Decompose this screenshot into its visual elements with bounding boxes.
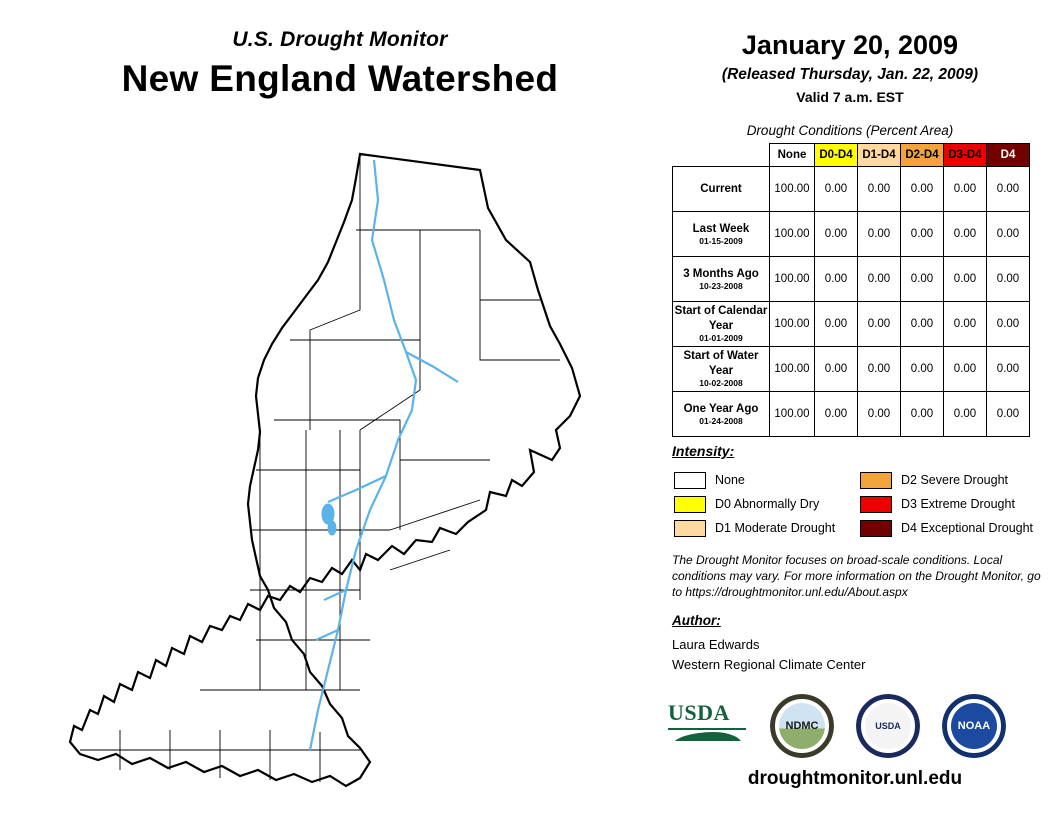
legend-item-d1 [674,516,835,540]
date-block [660,30,1040,105]
title-block [60,28,620,100]
cell-cy-d2: 0.00 [901,302,944,347]
row-label-date: 10-02-2008 [699,378,743,389]
ndmc-seal-inner [779,703,825,749]
row-label-date: 01-15-2009 [699,235,743,246]
table-row [673,167,1030,212]
cell-lastweek-d4: 0.00 [987,212,1030,257]
table-caption: Drought Conditions (Percent Area) [746,123,954,138]
legend-item-d0 [674,492,835,516]
cell-wy-d2: 0.00 [901,347,944,392]
header-d3: D3-D4 [944,144,987,167]
cell-cy-d4: 0.00 [987,302,1030,347]
row-label-one-year-ago [673,392,770,437]
noaa-logo [942,694,1006,758]
legend-label-d0: D0 Abnormally Dry [715,497,820,511]
swatch-none-icon [674,472,706,489]
swatch-d3-icon [860,496,892,513]
table-row [673,302,1030,347]
cell-3mo-d3: 0.00 [944,257,987,302]
noaa-seal-icon [942,694,1006,758]
legend-label-d1: D1 Moderate Drought [715,521,836,535]
row-label-last-week [673,212,770,257]
row-label-start-water-year [673,347,770,392]
header-d0: D0-D4 [815,144,858,167]
legend-item-d3 [860,492,1033,516]
ndmc-seal-label: NDMC [785,719,819,732]
ndmc-seal-icon [770,694,834,758]
table-row [673,212,1030,257]
header-none: None [770,144,815,167]
cell-3mo-d2: 0.00 [901,257,944,302]
disclaimer-text: The Drought Monitor focuses on broad-scale conditions. Local conditions may vary. For more information on the Drought Monitor, go to https://droughtmonitor.unl.edu/About.aspx [672,553,1041,599]
cell-1yr-d0: 0.00 [815,392,858,437]
site-url: droughtmonitor.unl.edu [747,768,963,789]
valid-time: Valid 7 a.m. EST [796,89,904,105]
cell-cy-d1: 0.00 [858,302,901,347]
author-name: Laura Edwards [672,637,760,652]
cell-wy-d0: 0.00 [815,347,858,392]
legend-item-d4 [860,516,1033,540]
row-label-text: One Year Ago [683,402,759,415]
page-subtitle: U.S. Drought Monitor [232,28,448,51]
cell-1yr-d3: 0.00 [944,392,987,437]
map-svg [60,130,660,800]
intensity-legend-title: Intensity: [672,443,735,459]
cell-wy-none: 100.00 [770,347,815,392]
usda-logo-swoosh-icon [668,728,746,741]
usda-logo-text: USDA [668,700,730,725]
header-d4: D4 [987,144,1030,167]
cell-1yr-d1: 0.00 [858,392,901,437]
row-label-date: 01-01-2009 [699,333,743,344]
row-label-date: 10-23-2008 [699,280,743,291]
table-row [673,257,1030,302]
usda-seal-icon [856,694,920,758]
cell-wy-d3: 0.00 [944,347,987,392]
swatch-d0-icon [674,496,706,513]
map-date: January 20, 2009 [741,30,959,60]
cell-lastweek-d2: 0.00 [901,212,944,257]
row-label-current [673,167,770,212]
cell-current-none: 100.00 [770,167,815,212]
noaa-seal-inner [951,703,997,749]
author-block [672,635,865,674]
swatch-d1-icon [674,520,706,537]
table-row [673,347,1030,392]
cell-3mo-d4: 0.00 [987,257,1030,302]
cell-1yr-d4: 0.00 [987,392,1030,437]
row-label-text: Last Week [692,222,750,235]
cell-3mo-none: 100.00 [770,257,815,302]
legend-label-d3: D3 Extreme Drought [901,497,1015,511]
author-affiliation: Western Regional Climate Center [672,656,866,672]
swatch-d4-icon [860,520,892,537]
cell-3mo-d0: 0.00 [815,257,858,302]
legend-label-none: None [715,473,745,487]
intensity-legend-left [674,468,835,540]
usda-seal-label: USDA [875,720,901,731]
ndmc-logo [770,694,834,758]
cell-lastweek-none: 100.00 [770,212,815,257]
drought-map[interactable] [60,130,660,800]
swatch-d2-icon [860,472,892,489]
cell-lastweek-d0: 0.00 [815,212,858,257]
usda-logo [668,700,746,741]
row-label-text: 3 Months Ago [683,267,759,280]
row-label-three-months-ago [673,257,770,302]
cell-cy-d3: 0.00 [944,302,987,347]
page-title: New England Watershed [121,58,559,99]
legend-item-none [674,468,835,492]
legend-item-d2 [860,468,1033,492]
drought-conditions-table [672,143,1030,437]
header-blank [673,144,770,167]
cell-current-d3: 0.00 [944,167,987,212]
author-title: Author: [672,613,721,628]
row-label-start-calendar-year [673,302,770,347]
noaa-seal-label: NOAA [957,719,991,732]
usda-seal-logo [856,694,920,758]
legend-label-d2: D2 Severe Drought [901,473,1009,487]
header-d1: D1-D4 [858,144,901,167]
header-d2: D2-D4 [901,144,944,167]
cell-cy-none: 100.00 [770,302,815,347]
table-row [673,392,1030,437]
cell-wy-d1: 0.00 [858,347,901,392]
row-label-text: Start of Water Year [683,350,759,377]
cell-lastweek-d3: 0.00 [944,212,987,257]
intensity-legend-right [860,468,1033,540]
cell-cy-d0: 0.00 [815,302,858,347]
legend-label-d4: D4 Exceptional Drought [901,521,1034,535]
row-label-date: 01-24-2008 [699,415,743,426]
cell-current-d1: 0.00 [858,167,901,212]
cell-lastweek-d1: 0.00 [858,212,901,257]
release-date: (Released Thursday, Jan. 22, 2009) [721,66,979,83]
cell-1yr-d2: 0.00 [901,392,944,437]
row-label-text: Start of Calendar Year [674,305,768,332]
row-label-text: Current [700,182,742,195]
table-header-row [673,144,1030,167]
logo-strip [660,692,1050,764]
cell-current-d0: 0.00 [815,167,858,212]
usda-seal-inner [865,703,911,749]
cell-wy-d4: 0.00 [987,347,1030,392]
cell-3mo-d1: 0.00 [858,257,901,302]
cell-1yr-none: 100.00 [770,392,815,437]
cell-current-d4: 0.00 [987,167,1030,212]
cell-current-d2: 0.00 [901,167,944,212]
